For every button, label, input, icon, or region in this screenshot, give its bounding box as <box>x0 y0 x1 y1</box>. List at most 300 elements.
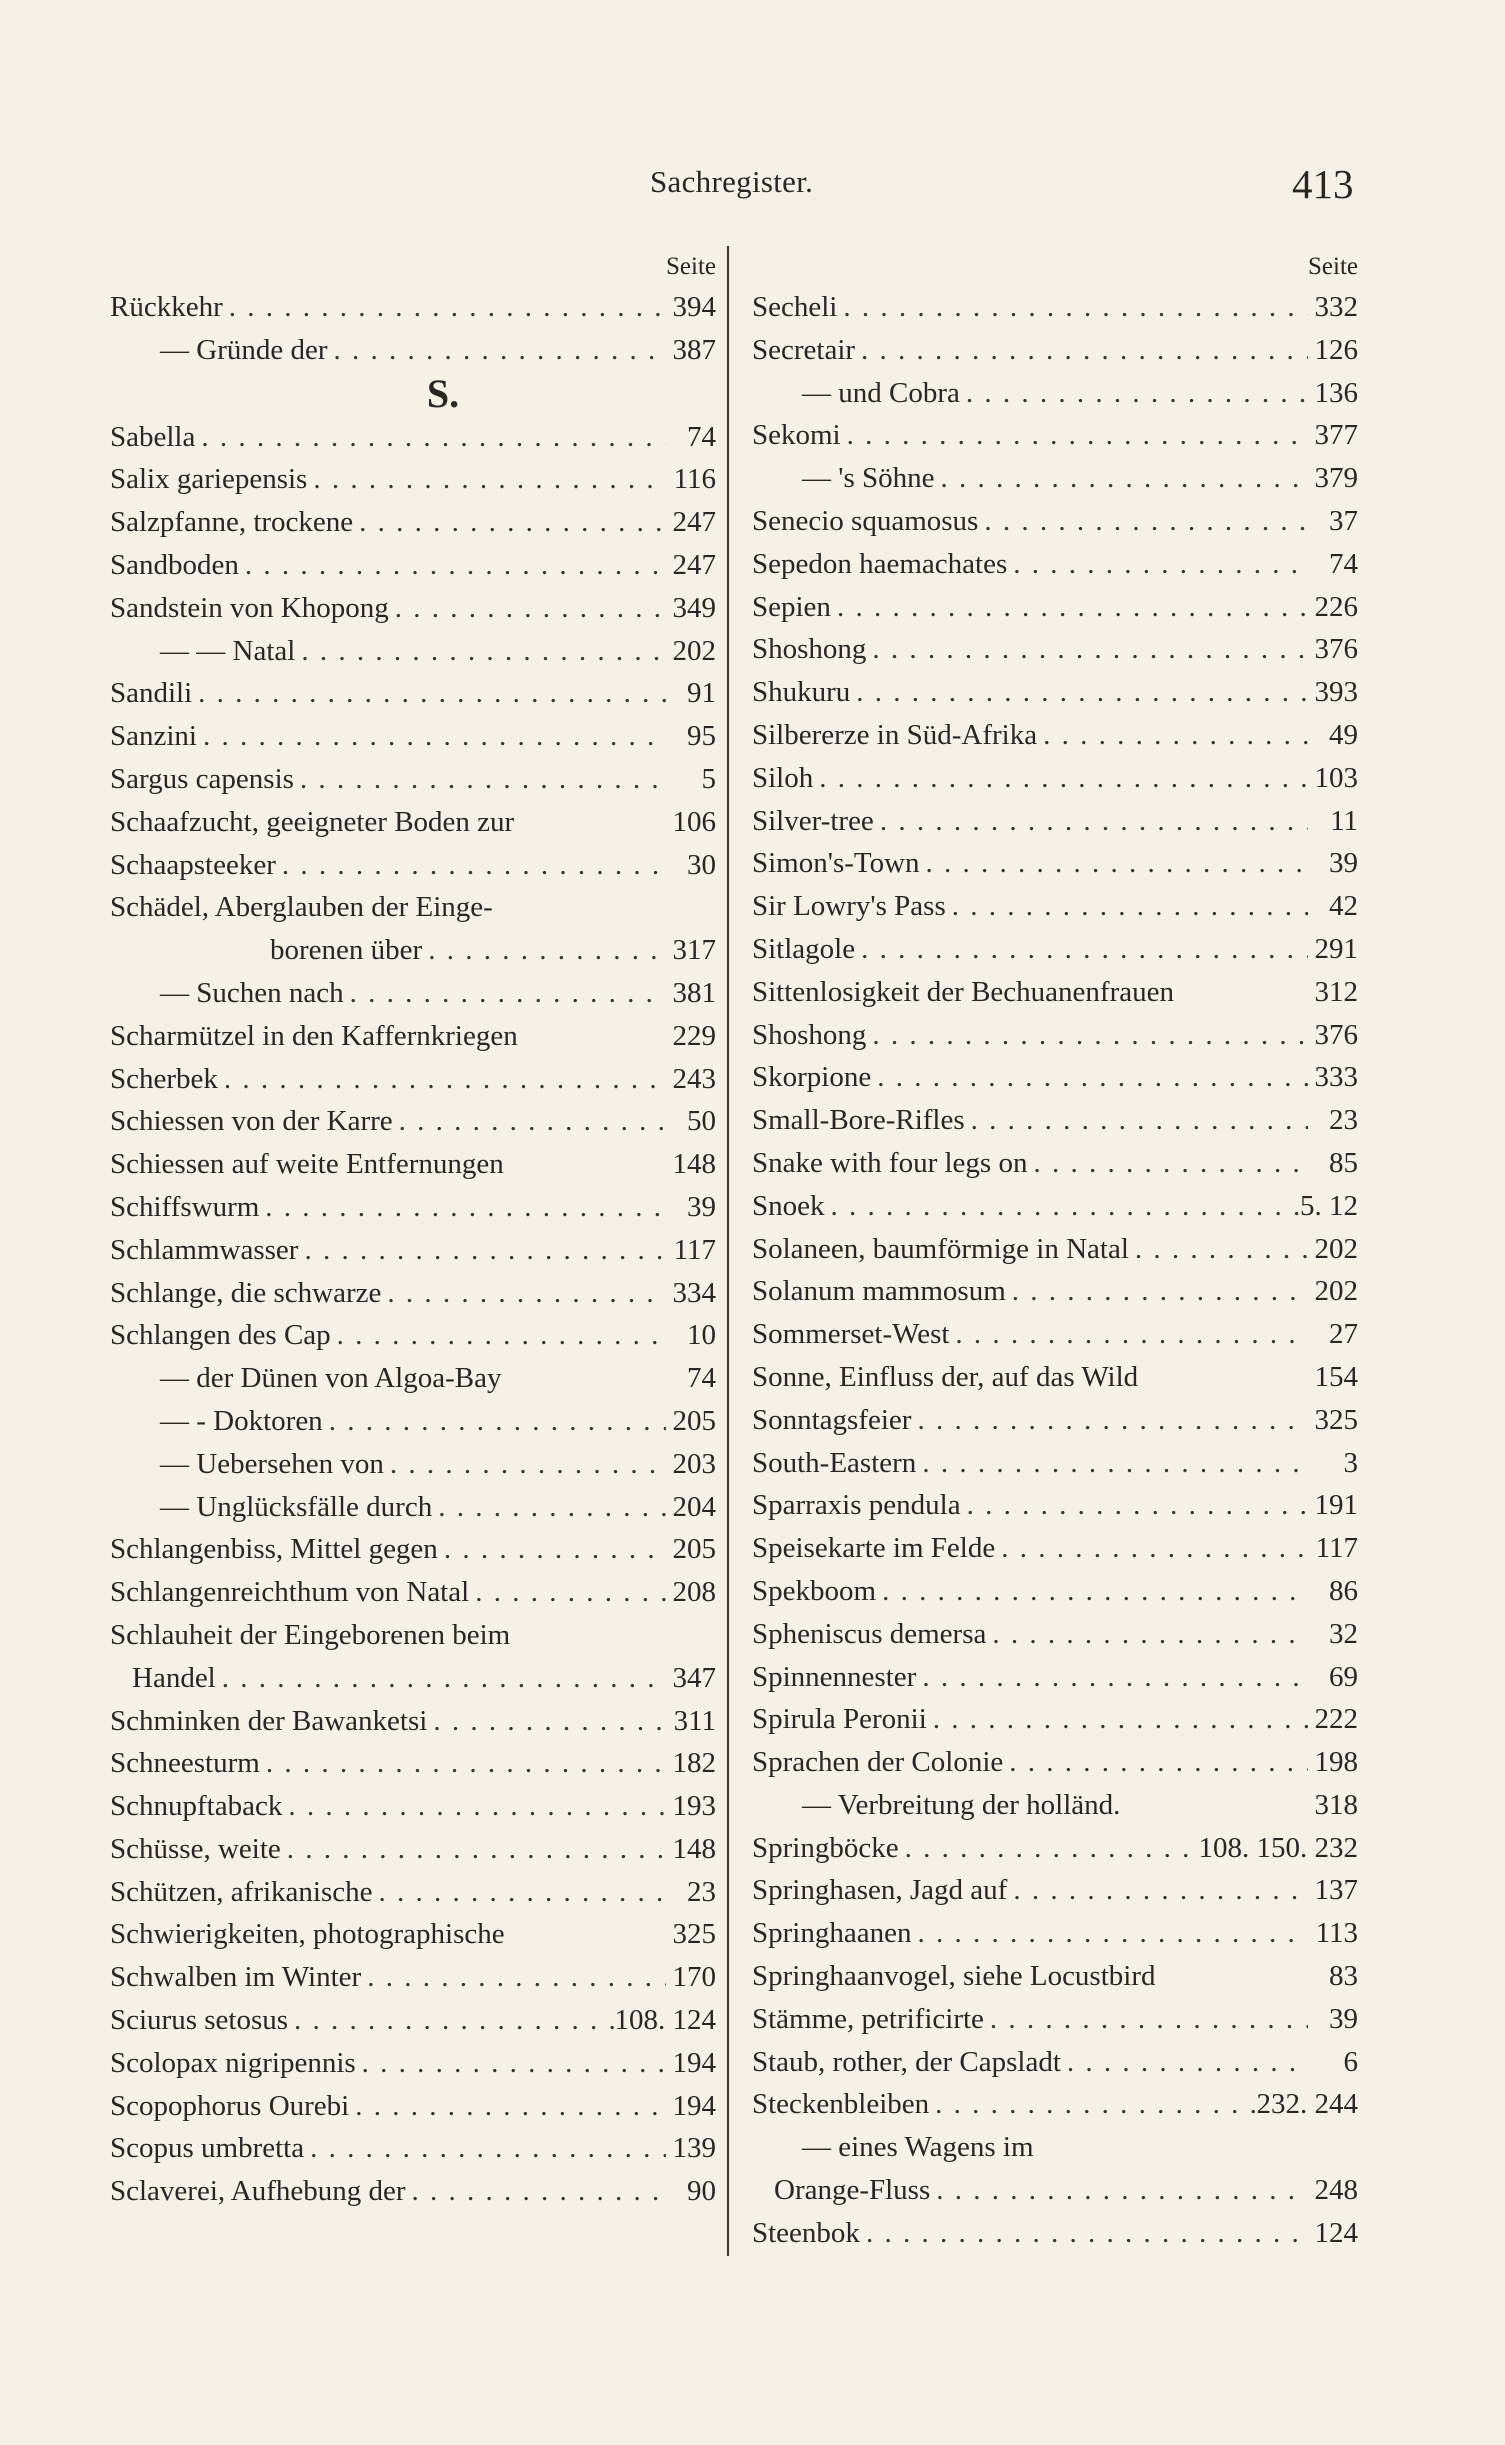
entry-page-ref: 203 <box>672 1447 716 1480</box>
entry-term: Springböcke <box>752 1831 899 1864</box>
entry-page-ref: 11 <box>1330 804 1358 837</box>
index-entry <box>752 1613 1358 1656</box>
entry-page-ref: 170 <box>672 1961 716 1994</box>
entry-term: Schaafzucht, geeigneter Boden zur <box>110 805 515 838</box>
index-entry <box>110 1443 716 1486</box>
leader-dots <box>1003 1741 1308 1784</box>
index-entry <box>110 416 716 459</box>
index-column-left <box>110 248 716 2213</box>
index-entry <box>110 886 716 929</box>
leader-dots <box>276 844 666 887</box>
entry-term: Springhaanvogel, siehe Locustbird <box>752 1960 1156 1993</box>
entry-term: Salix gariepensis <box>110 463 308 496</box>
entry-page-ref: 95 <box>687 720 716 753</box>
entry-page-ref: 198 <box>1314 1746 1358 1779</box>
leader-dots <box>949 1313 1308 1356</box>
entry-term: Small-Bore-Rifles <box>752 1104 965 1137</box>
entry-term: Sitlagole <box>752 932 856 965</box>
entry-page-ref: 202 <box>1314 1232 1358 1265</box>
entry-page-ref: 379 <box>1314 462 1358 495</box>
entry-term: Sandili <box>110 677 193 710</box>
entry-term: Schädel, Aberglauben der Einge- <box>110 891 493 924</box>
entry-term: Sandboden <box>110 548 239 581</box>
leader-dots <box>307 458 666 501</box>
entry-term: Staub, rother, der Capsladt <box>752 2045 1061 2078</box>
entry-page-ref: 124 <box>1314 2216 1358 2249</box>
index-entry <box>752 1656 1358 1699</box>
entry-page-ref: 148 <box>672 1148 716 1181</box>
entry-page-ref: 208 <box>672 1576 716 1609</box>
entry-term: Sabella <box>110 420 196 453</box>
entry-term: Shukuru <box>752 676 851 709</box>
index-entry <box>752 457 1358 500</box>
entry-term: Secheli <box>752 291 838 323</box>
leader-dots <box>930 2169 1308 2212</box>
entry-term: Springhasen, Jagd auf <box>752 1874 1008 1907</box>
entry-term: Schneesturm <box>110 1747 260 1780</box>
entry-page-ref: 91 <box>687 677 716 710</box>
leader-dots <box>373 1871 666 1914</box>
leader-dots <box>349 2085 666 2128</box>
index-entry <box>110 1143 716 1186</box>
index-entry <box>110 1357 716 1400</box>
page-header <box>0 160 1505 220</box>
index-entry <box>752 671 1358 714</box>
entry-page-ref: 113 <box>1315 1917 1358 1950</box>
seite-label: Seite <box>666 253 716 280</box>
leader-dots <box>381 1272 666 1315</box>
leader-dots <box>361 1956 666 1999</box>
index-entry <box>752 1185 1358 1228</box>
index-entry <box>752 1998 1358 2041</box>
leader-dots <box>344 972 666 1015</box>
entry-page-ref: 376 <box>1314 633 1358 666</box>
index-entry <box>752 329 1358 372</box>
index-entry <box>110 1058 716 1101</box>
leader-dots <box>216 1657 666 1700</box>
entry-term: Schlangen des Cap <box>110 1319 331 1352</box>
entry-page-ref: 3 <box>1343 1446 1358 1479</box>
index-entry <box>110 758 716 801</box>
leader-dots <box>356 2042 666 2085</box>
leader-dots <box>860 2212 1308 2255</box>
entry-term: Sonne, Einfluss der, auf das Wild <box>752 1360 1139 1393</box>
entry-page-ref: 248 <box>1314 2174 1358 2207</box>
index-entry <box>752 1484 1358 1527</box>
column-divider <box>727 246 729 2256</box>
entry-term: — - Doktoren <box>160 1404 323 1437</box>
index-entry <box>110 2127 716 2170</box>
index-entry <box>110 1528 716 1571</box>
entry-term: Speisekarte im Felde <box>752 1532 996 1565</box>
index-entry <box>110 672 716 715</box>
index-entry <box>110 1700 716 1743</box>
index-entry <box>110 1999 716 2042</box>
entry-page-ref: 202 <box>672 634 716 667</box>
leader-dots <box>438 1528 666 1571</box>
entry-page-ref: 10 <box>687 1319 716 1352</box>
index-entry <box>110 801 716 844</box>
entry-term: Silbererze in Süd-Afrika <box>752 718 1038 751</box>
leader-dots <box>1037 714 1308 757</box>
entry-page-ref: 30 <box>687 848 716 881</box>
entry-page-ref: 182 <box>672 1747 716 1780</box>
entry-page-ref: 90 <box>687 2175 716 2208</box>
index-entry <box>110 929 716 972</box>
leader-dots <box>304 2127 666 2170</box>
entry-term: Silver-tree <box>752 804 874 837</box>
index-entry <box>752 1356 1358 1399</box>
entry-term: Spheniscus demersa <box>752 1617 987 1650</box>
leader-dots <box>995 1527 1308 1570</box>
entry-page-ref: 5 <box>701 762 716 795</box>
entry-page-ref: 6 <box>1343 2045 1358 2078</box>
entry-page-ref: 222 <box>1314 1703 1358 1736</box>
entry-term: Steckenbleiben <box>752 2088 930 2121</box>
index-entry <box>752 1784 1358 1827</box>
entry-term: — 's Söhne <box>802 462 935 495</box>
index-entry <box>752 1869 1358 1912</box>
entry-term: Schiffswurm <box>110 1190 260 1223</box>
index-entry <box>110 544 716 587</box>
index-entry <box>752 586 1358 629</box>
index-entry <box>752 286 1358 329</box>
index-entry <box>110 972 716 1015</box>
entry-term: Schminken der Bawanketsi <box>110 1704 428 1737</box>
leader-dots <box>927 1698 1308 1741</box>
leader-dots <box>920 842 1308 885</box>
leader-dots <box>813 757 1308 800</box>
entry-page-ref: 117 <box>1315 1532 1358 1565</box>
leader-dots <box>916 1656 1308 1699</box>
leader-dots <box>259 1186 666 1229</box>
index-entry <box>752 1228 1358 1271</box>
leader-dots <box>855 329 1308 372</box>
leader-dots <box>946 885 1308 928</box>
entry-term: Senecio squamosus <box>752 504 979 537</box>
entry-term: — und Cobra <box>802 376 960 409</box>
entry-page-ref: 229 <box>672 1019 716 1052</box>
index-entry <box>110 715 716 758</box>
entry-page-ref: 23 <box>1329 1104 1358 1137</box>
entry-term: Scopophorus Ourebi <box>110 2089 350 2122</box>
leader-dots <box>197 715 666 758</box>
index-entry <box>752 500 1358 543</box>
index-entry <box>752 1014 1358 1057</box>
index-entry <box>752 1827 1358 1870</box>
leader-dots <box>984 1998 1308 2041</box>
index-entry <box>110 1186 716 1229</box>
index-entry <box>110 501 716 544</box>
entry-term: Sepedon haemachates <box>752 547 1008 580</box>
entry-term: Handel <box>132 1661 216 1694</box>
entry-term: Schiessen auf weite Entfernungen <box>110 1148 504 1181</box>
entry-term: Schaapsteeker <box>110 848 276 881</box>
index-entry <box>752 1399 1358 1442</box>
entry-page-ref: 325 <box>672 1918 716 1951</box>
leader-dots <box>384 1443 666 1486</box>
entry-term: Shoshong <box>752 1018 867 1051</box>
index-entry <box>752 1056 1358 1099</box>
entry-page-ref: 377 <box>1314 419 1358 452</box>
entry-term: Schnupftaback <box>110 1790 283 1823</box>
entry-term: — Unglücksfälle durch <box>160 1490 433 1523</box>
leader-dots <box>432 1486 666 1529</box>
entry-page-ref: 154 <box>1314 1360 1358 1393</box>
index-entry <box>110 2085 716 2128</box>
entry-page-ref: 381 <box>672 976 716 1009</box>
entry-page-ref: 42 <box>1329 890 1358 923</box>
entry-term: Springhaanen <box>752 1917 912 1950</box>
entry-page-ref: 194 <box>672 2046 716 2079</box>
leader-dots <box>855 928 1308 971</box>
index-entry <box>752 1955 1358 1998</box>
entry-term: Snoek <box>752 1189 825 1222</box>
entry-page-ref: 49 <box>1329 718 1358 751</box>
entry-page-ref: 311 <box>673 1704 716 1737</box>
entry-page-ref: 74 <box>1329 547 1358 580</box>
index-entry <box>752 1527 1358 1570</box>
leader-dots <box>195 416 666 459</box>
entry-page-ref: 116 <box>673 463 716 496</box>
leader-dots <box>469 1571 666 1614</box>
index-entry <box>752 714 1358 757</box>
leader-dots <box>393 1100 666 1143</box>
index-entry <box>110 286 716 329</box>
entry-term: Schiessen von der Karre <box>110 1105 393 1138</box>
page-number: 413 <box>1292 161 1354 207</box>
entry-page-ref: 106 <box>672 805 716 838</box>
leader-dots <box>298 1229 666 1272</box>
entry-page-ref: 5. 12 <box>1300 1189 1358 1222</box>
leader-dots <box>218 1058 666 1101</box>
entry-page-ref: 193 <box>672 1790 716 1823</box>
leader-dots <box>929 2083 1256 2126</box>
index-entry <box>752 2126 1358 2169</box>
entry-page-ref: 347 <box>672 1661 716 1694</box>
index-entry <box>110 1486 716 1529</box>
section-letter: S. <box>426 370 460 416</box>
entry-page-ref: 148 <box>672 1832 716 1865</box>
entry-page-ref: 39 <box>687 1190 716 1223</box>
leader-dots <box>837 286 1308 329</box>
leader-dots <box>866 628 1308 671</box>
entry-page-ref: 334 <box>672 1276 716 1309</box>
entry-term: Stämme, petrificirte <box>752 2002 984 2035</box>
entry-term: borenen über <box>270 934 423 967</box>
leader-dots <box>282 1785 666 1828</box>
index-entry <box>752 372 1358 415</box>
index-entry <box>110 1614 716 1657</box>
entry-term: Schlange, die schwarze <box>110 1276 382 1309</box>
entry-page-ref: 394 <box>672 291 716 323</box>
entry-term: Siloh <box>752 761 814 794</box>
entry-term: Spekboom <box>752 1574 877 1607</box>
index-entry <box>110 1272 716 1315</box>
entry-term: Sprachen der Colonie <box>752 1746 1004 1779</box>
leader-dots <box>353 501 666 544</box>
leader-dots <box>260 1742 666 1785</box>
entry-page-ref: 202 <box>1314 1275 1358 1308</box>
index-entry <box>752 1313 1358 1356</box>
index-entry <box>752 1142 1358 1185</box>
entry-page-ref: 39 <box>1329 2002 1358 2035</box>
entry-page-ref: 85 <box>1329 1146 1358 1179</box>
index-entry <box>752 414 1358 457</box>
index-entry <box>110 1571 716 1614</box>
entry-page-ref: 39 <box>1329 847 1358 880</box>
entry-term: Rückkehr <box>110 291 223 323</box>
entry-page-ref: 74 <box>687 420 716 453</box>
entry-term: — Gründe der <box>160 333 328 366</box>
entry-term: Shoshong <box>752 633 867 666</box>
index-entry <box>110 1742 716 1785</box>
entry-page-ref: 205 <box>672 1404 716 1437</box>
leader-dots <box>850 671 1308 714</box>
index-entry <box>752 757 1358 800</box>
entry-term: — Suchen nach <box>160 976 344 1009</box>
leader-dots <box>916 1442 1308 1485</box>
leader-dots <box>986 1613 1308 1656</box>
entry-page-ref: 243 <box>672 1062 716 1095</box>
index-entry <box>752 928 1358 971</box>
leader-dots <box>331 1314 666 1357</box>
entry-page-ref: 139 <box>672 2132 716 2165</box>
index-entry <box>752 885 1358 928</box>
index-entry <box>110 1400 716 1443</box>
leader-dots <box>831 586 1308 629</box>
index-entry <box>110 844 716 887</box>
entry-page-ref: 387 <box>672 333 716 366</box>
index-entry <box>752 1442 1358 1485</box>
index-entry <box>752 1912 1358 1955</box>
entry-term: Sommerset-West <box>752 1318 950 1351</box>
index-entry <box>110 458 716 501</box>
leader-dots <box>841 414 1308 457</box>
entry-page-ref: 191 <box>1314 1489 1358 1522</box>
index-entry <box>110 1828 716 1871</box>
index-entry <box>752 1270 1358 1313</box>
entry-term: Scolopax nigripennis <box>110 2046 356 2079</box>
index-entry <box>110 2042 716 2085</box>
index-entry <box>110 1015 716 1058</box>
index-entry <box>110 1100 716 1143</box>
leader-dots <box>1061 2041 1308 2084</box>
leader-dots <box>978 500 1308 543</box>
entry-term: — Uebersehen von <box>160 1447 384 1480</box>
leader-dots <box>1006 1270 1308 1313</box>
leader-dots <box>911 1399 1308 1442</box>
entry-page-ref: 376 <box>1314 1018 1358 1051</box>
leader-dots <box>961 1484 1308 1527</box>
index-entry <box>752 971 1358 1014</box>
leader-dots <box>960 372 1308 415</box>
leader-dots <box>876 1570 1308 1613</box>
leader-dots <box>911 1912 1308 1955</box>
index-entry <box>752 800 1358 843</box>
index-entry <box>752 628 1358 671</box>
leader-dots <box>427 1700 666 1743</box>
leader-dots <box>406 2170 666 2213</box>
entry-term: Scherbek <box>110 1062 218 1095</box>
entry-page-ref: 117 <box>673 1233 716 1266</box>
seite-label: Seite <box>1308 253 1358 280</box>
entry-term: Sclaverei, Aufhebung der <box>110 2175 406 2208</box>
entry-page-ref: 317 <box>672 934 716 967</box>
leader-dots <box>422 929 666 972</box>
entry-page-ref: 137 <box>1314 1874 1358 1907</box>
leader-dots <box>1007 1869 1308 1912</box>
index-column-right <box>752 248 1358 2255</box>
entry-term: Schlammwasser <box>110 1233 299 1266</box>
entry-term: Sonntagsfeier <box>752 1403 912 1436</box>
entry-term: Skorpione <box>752 1061 872 1094</box>
index-entry <box>110 1657 716 1700</box>
entry-term: Orange-Fluss <box>774 2174 931 2207</box>
leader-dots <box>295 630 666 673</box>
leader-dots <box>281 1828 666 1871</box>
entry-page-ref: 291 <box>1314 932 1358 965</box>
index-entry <box>110 2170 716 2213</box>
entry-term: Sepien <box>752 590 831 623</box>
entry-page-ref: 27 <box>1329 1318 1358 1351</box>
leader-dots <box>288 1999 614 2042</box>
index-entry <box>110 1871 716 1914</box>
entry-term: — Verbreitung der holländ. <box>802 1788 1121 1821</box>
leader-dots <box>294 758 666 801</box>
entry-term: Sandstein von Khopong <box>110 591 389 624</box>
leader-dots <box>389 587 666 630</box>
entry-term: Schlauheit der Eingeborenen beim <box>110 1618 511 1651</box>
entry-page-ref: 126 <box>1314 333 1358 366</box>
leader-dots <box>874 800 1308 843</box>
index-entry <box>110 587 716 630</box>
entry-page-ref: 108. 150. 232 <box>1198 1831 1358 1864</box>
entry-term: — — Natal <box>160 634 296 667</box>
index-entry <box>110 329 716 372</box>
entry-page-ref: 108. 124 <box>614 2004 716 2037</box>
leader-dots <box>825 1185 1301 1228</box>
index-entry <box>110 1913 716 1956</box>
entry-term: Sekomi <box>752 419 841 452</box>
index-entry <box>752 1570 1358 1613</box>
entry-page-ref: 204 <box>672 1490 716 1523</box>
index-entry <box>110 1314 716 1357</box>
running-head: Sachregister. <box>650 164 814 199</box>
entry-term: Spirula Peronii <box>752 1703 927 1736</box>
entry-term: Simon's-Town <box>752 847 920 880</box>
entry-term: — der Dünen von Algoa-Bay <box>160 1362 502 1395</box>
index-entry <box>110 1956 716 1999</box>
entry-page-ref: 349 <box>672 591 716 624</box>
entry-page-ref: 325 <box>1314 1403 1358 1436</box>
entry-term: Sciurus setosus <box>110 2004 289 2037</box>
leader-dots <box>965 1099 1308 1142</box>
index-entry <box>752 1698 1358 1741</box>
leader-dots <box>1129 1228 1308 1271</box>
index-entry <box>752 842 1358 885</box>
index-entry <box>752 1741 1358 1784</box>
entry-page-ref: 50 <box>687 1105 716 1138</box>
entry-page-ref: 318 <box>1314 1788 1358 1821</box>
index-entry <box>752 2169 1358 2212</box>
leader-dots <box>899 1827 1199 1870</box>
entry-page-ref: 247 <box>672 506 716 539</box>
entry-page-ref: 103 <box>1314 761 1358 794</box>
entry-term: — eines Wagens im <box>802 2131 1034 2164</box>
leader-dots <box>328 329 666 372</box>
entry-term: Schwalben im Winter <box>110 1961 362 1994</box>
